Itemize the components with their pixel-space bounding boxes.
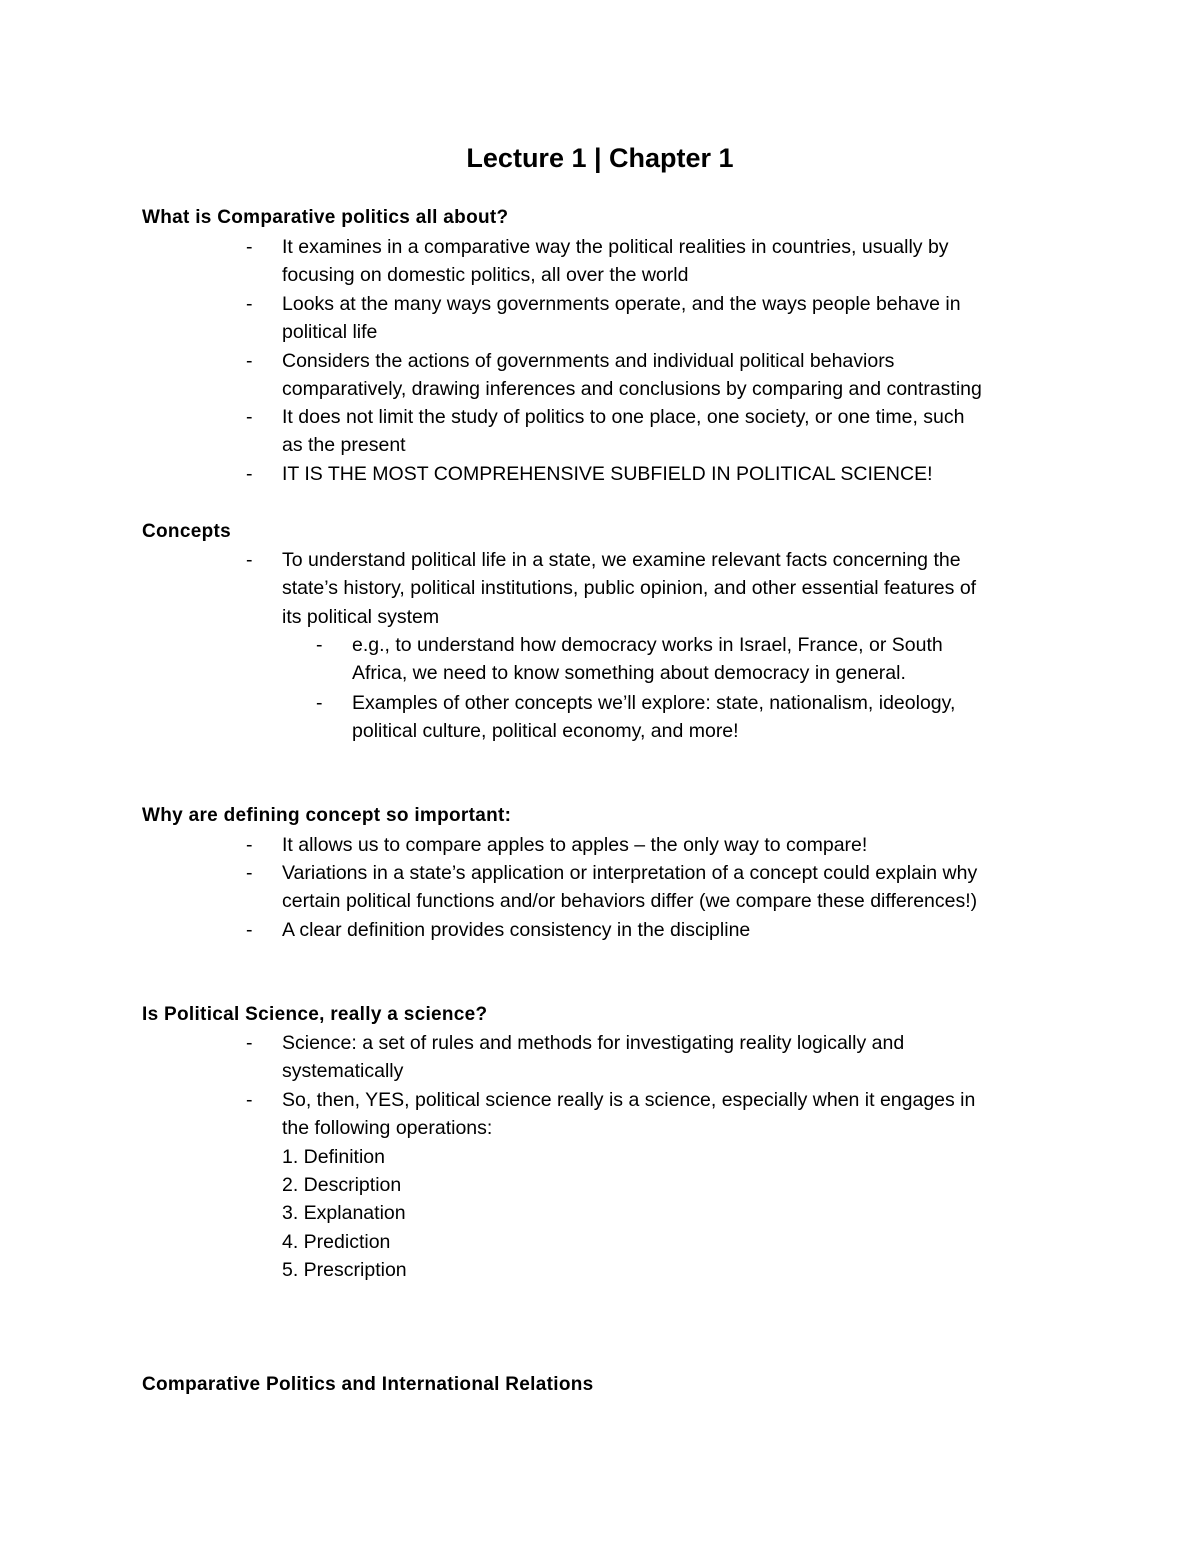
list-item: - Science: a set of rules and methods for investigating reality logically and systematically (282, 1029, 904, 1086)
bullet-dash: - (246, 1032, 253, 1054)
list-item: - To understand political life in a state, we examine relevant facts concerning the state’s history, political institutions, public opinion, and other essential features of its political system (282, 546, 976, 631)
bullet-dash: - (246, 236, 253, 258)
numbered-item: 5. Prescription (282, 1259, 407, 1281)
list-item: - Considers the actions of governments and individual political behaviors comparatively, drawing inferences and conclusions by comparing and contrasting (282, 347, 982, 404)
bullet-dash: - (316, 634, 323, 656)
section-heading-comparative-politics: What is Comparative politics all about? (142, 207, 509, 228)
list-item: - It does not limit the study of politics to one place, one society, or one time, such as the present (282, 403, 965, 460)
list-item: - Variations in a state’s application or interpretation of a concept could explain why certain political functions and/or behaviors differ (we compare these differences!) (282, 859, 977, 916)
sub-list-item: - Examples of other concepts we’ll explore: state, nationalism, ideology, political culture, political economy, and more! (352, 689, 955, 746)
list-item: - IT IS THE MOST COMPREHENSIVE SUBFIELD IN POLITICAL SCIENCE! (282, 460, 933, 488)
bullet-dash: - (246, 862, 253, 884)
bullet-dash: - (246, 293, 253, 315)
sub-list-item: - e.g., to understand how democracy works in Israel, France, or South Africa, we need to know something about democracy in general. (352, 631, 943, 688)
numbered-item: 2. Description (282, 1174, 402, 1196)
page-title: Lecture 1 | Chapter 1 (466, 143, 734, 173)
bullet-dash: - (246, 1089, 253, 1111)
bullet-dash: - (246, 834, 253, 856)
section-heading-concepts: Concepts (142, 521, 231, 542)
list-item: - It allows us to compare apples to apples – the only way to compare! (282, 831, 867, 859)
numbered-item: 1. Definition (282, 1146, 385, 1168)
list-item: - Looks at the many ways governments operate, and the ways people behave in political life (282, 290, 961, 347)
list-item: - It examines in a comparative way the political realities in countries, usually by focusing on domestic politics, all over the world (282, 233, 949, 290)
numbered-item: 4. Prediction (282, 1231, 391, 1253)
numbered-item: 3. Explanation (282, 1202, 406, 1224)
bullet-dash: - (246, 549, 253, 571)
bullet-dash: - (246, 350, 253, 372)
list-item: - So, then, YES, political science really is a science, especially when it engages in the following operations: (282, 1086, 975, 1143)
bullet-dash: - (316, 692, 323, 714)
section-heading-international-relations: Comparative Politics and International Relations (142, 1374, 594, 1395)
bullet-dash: - (246, 919, 253, 941)
section-heading-political-science: Is Political Science, really a science? (142, 1004, 488, 1025)
section-heading-defining-concepts: Why are defining concept so important: (142, 805, 512, 826)
bullet-dash: - (246, 406, 253, 428)
list-item: - A clear definition provides consistency in the discipline (282, 916, 750, 944)
bullet-dash: - (246, 463, 253, 485)
